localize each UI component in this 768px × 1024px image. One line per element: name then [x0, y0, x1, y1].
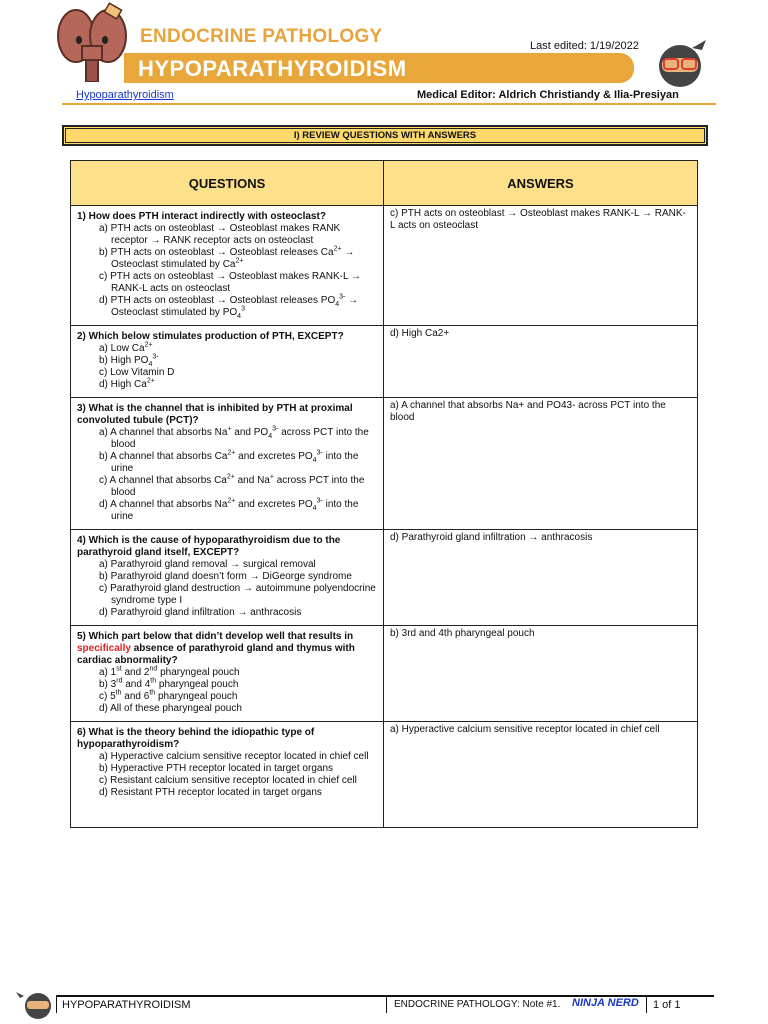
option: d) A channel that absorbs $Na^{2+}$ and excretes $PO_4^{3-}$ into the urine: [99, 497, 359, 522]
option: b) Parathyroid gland doesn’t form → DiGeorge syndrome: [99, 571, 352, 582]
footer-separator: [646, 997, 647, 1013]
table-row: [71, 626, 698, 722]
options-list: [77, 559, 377, 619]
option: c) 5th and 6th pharyngeal pouch: [99, 689, 238, 702]
option: c) Parathyroid gland destruction → autoimmune polyendocrine syndrome type I: [99, 583, 376, 606]
question-cell: [71, 722, 384, 828]
emphasis-text: specifically: [77, 643, 131, 654]
question-cell: [71, 626, 384, 722]
option: b) PTH acts on osteoblast → Osteoblast releases $Ca^{2+}$ → Osteoclast stimulated by $Ca^{2+}$: [99, 245, 355, 270]
options-list: [77, 751, 377, 799]
answer-cell: c) PTH acts on osteoblast → Osteoblast makes RANK-L → RANK-L acts on osteoclast: [384, 206, 698, 326]
options-list: [77, 667, 377, 715]
answer-cell: b) 3rd and 4th pharyngeal pouch: [384, 626, 698, 722]
option: c) A channel that absorbs $Ca^{2+}$ and Na+ across PCT into the blood: [99, 473, 365, 498]
table-row: [71, 206, 698, 326]
answers-header: ANSWERS: [384, 161, 698, 206]
option: a) A channel that absorbs Na+ and $PO_4^{3-}$ across PCT into the blood: [99, 425, 369, 450]
question-cell: [71, 530, 384, 626]
option: b) High $PO_4^{3-}$: [99, 353, 159, 368]
option: c) Low Vitamin D: [99, 367, 175, 378]
question-cell: [71, 398, 384, 530]
thyroid-mascot-icon: [52, 2, 132, 82]
footer-separator: [56, 997, 57, 1013]
option: a) PTH acts on osteoblast → Osteoblast makes RANK receptor → RANK receptor acts on osteoclast: [99, 223, 341, 246]
table-row: [71, 530, 698, 626]
ninja-mascot-icon: [652, 38, 708, 88]
answer-cell: d) Parathyroid gland infiltration → anthracosis: [384, 530, 698, 626]
option: a) 1st and 2nd pharyngeal pouch: [99, 665, 240, 678]
section-title: I) REVIEW QUESTIONS WITH ANSWERS: [62, 125, 708, 146]
answer-cell: d) High Ca2+: [384, 326, 698, 398]
category-title: ENDOCRINE PATHOLOGY: [140, 26, 383, 47]
page-title: HYPOPARATHYROIDISM: [138, 56, 407, 81]
option: c) PTH acts on osteoblast → Osteoblast makes RANK-L → RANK-L acts on osteoclast: [99, 271, 361, 294]
footer-separator: [386, 997, 387, 1013]
topic-link[interactable]: Hypoparathyroidism: [76, 89, 174, 101]
options-list: [77, 343, 377, 391]
header-divider: [62, 103, 716, 105]
option: a) Hyperactive calcium sensitive receptor located in chief cell: [99, 751, 369, 762]
option: d) All of these pharyngeal pouch: [99, 703, 242, 714]
footer-note: ENDOCRINE PATHOLOGY: Note #1.: [394, 999, 561, 1010]
question-text: 5) Which part below that didn’t develop well that results in specifically absence of parathyroid gland and thymus with cardiac abnormality?: [77, 631, 355, 666]
option: c) Resistant calcium sensitive receptor located in chief cell: [99, 775, 357, 786]
option: d) Parathyroid gland infiltration → anthracosis: [99, 607, 302, 618]
question-text: 3) What is the channel that is inhibited by PTH at proximal convoluted tubule (PCT)?: [77, 403, 353, 426]
options-list: [77, 427, 377, 523]
table-row: [71, 722, 698, 828]
ninja-footer-icon: [14, 988, 56, 1022]
question-text: 6) What is the theory behind the idiopathic type of hypoparathyroidism?: [77, 727, 315, 750]
option: b) A channel that absorbs $Ca^{2+}$ and excretes $PO_4^{3-}$ into the urine: [99, 449, 359, 474]
question-cell: [71, 326, 384, 398]
last-edited-date: Last edited: 1/19/2022: [530, 40, 639, 52]
option: b) Hyperactive PTH receptor located in target organs: [99, 763, 333, 774]
footer-topic: HYPOPARATHYROIDISM: [62, 999, 191, 1011]
answer-cell: a) A channel that absorbs Na+ and PO43- across PCT into the blood: [384, 398, 698, 530]
options-list: [77, 223, 377, 319]
question-text: 1) How does PTH interact indirectly with osteoclast?: [77, 211, 326, 222]
questions-header: QUESTIONS: [71, 161, 384, 206]
table-header-row: [71, 161, 698, 206]
table-row: [71, 326, 698, 398]
page-number: 1 of 1: [653, 999, 681, 1011]
option: a) Low $Ca^{2+}$: [99, 341, 153, 354]
medical-editor: Medical Editor: Aldrich Christiandy & Ilia-Presiyan: [417, 89, 679, 101]
review-table: [70, 160, 698, 828]
option: b) 3rd and 4th pharyngeal pouch: [99, 677, 239, 690]
option: d) High $Ca^{2+}$: [99, 377, 155, 390]
question-text: 4) Which is the cause of hypoparathyroidism due to the parathyroid gland itself, EXCEPT?: [77, 535, 341, 558]
question-text: 2) Which below stimulates production of PTH, EXCEPT?: [77, 331, 344, 342]
table-row: [71, 398, 698, 530]
question-cell: [71, 206, 384, 326]
answer-cell: a) Hyperactive calcium sensitive receptor located in chief cell: [384, 722, 698, 828]
ninja-nerd-logo: NINJA NERD: [572, 997, 639, 1009]
option: d) PTH acts on osteoblast → Osteoblast releases $PO_4^{3-}$ → Osteoclast stimulated by $PO_4^3$: [99, 293, 359, 320]
option: a) Parathyroid gland removal → surgical removal: [99, 559, 316, 570]
option: d) Resistant PTH receptor located in target organs: [99, 787, 322, 798]
